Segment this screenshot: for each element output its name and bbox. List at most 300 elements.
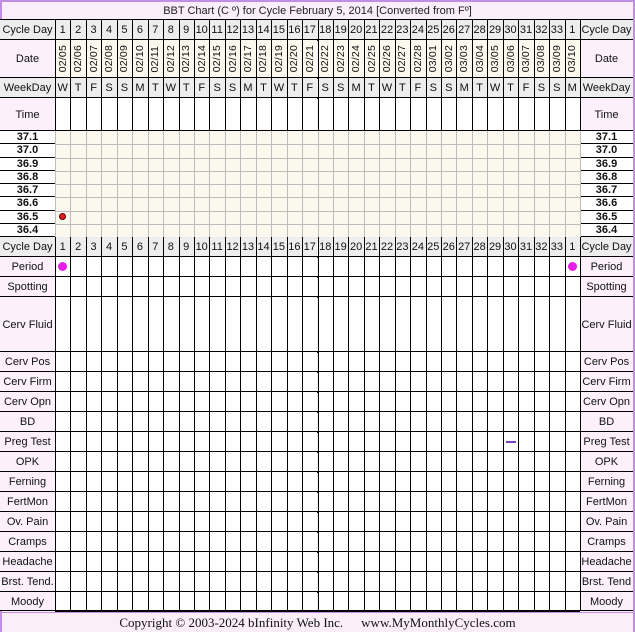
opk-cell[interactable] [240, 452, 255, 472]
cerv-firm-cell[interactable] [456, 372, 471, 392]
cerv-pos-cell[interactable] [86, 352, 101, 372]
preg-test-cell[interactable] [518, 432, 533, 452]
headache-cell[interactable] [549, 552, 564, 572]
ov-pain-cell[interactable] [348, 512, 363, 532]
cerv-pos-cell[interactable] [395, 352, 410, 372]
cerv-opn-cell[interactable] [441, 392, 456, 412]
cerv-firm-cell[interactable] [225, 372, 240, 392]
fertmon-cell[interactable] [456, 492, 471, 512]
cerv-fluid-cell[interactable] [302, 297, 317, 352]
bd-cell[interactable] [318, 412, 333, 432]
cerv-fluid-cell[interactable] [70, 297, 85, 352]
cerv-opn-cell[interactable] [456, 392, 471, 412]
headache-cell[interactable] [101, 552, 116, 572]
fertmon-cell[interactable] [209, 492, 224, 512]
moody-cell[interactable] [225, 592, 240, 611]
cerv-pos-cell[interactable] [333, 352, 348, 372]
brst-tend-cell[interactable] [487, 572, 502, 592]
ferning-cell[interactable] [240, 472, 255, 492]
ferning-cell[interactable] [101, 472, 116, 492]
time-cell[interactable] [472, 98, 487, 131]
time-cell[interactable] [240, 98, 255, 131]
ferning-cell[interactable] [225, 472, 240, 492]
cerv-fluid-cell[interactable] [379, 297, 394, 352]
period-cell[interactable] [287, 257, 302, 277]
bd-cell[interactable] [148, 412, 163, 432]
cerv-pos-cell[interactable] [441, 352, 456, 372]
cerv-firm-cell[interactable] [472, 372, 487, 392]
headache-cell[interactable] [287, 552, 302, 572]
cerv-firm-cell[interactable] [240, 372, 255, 392]
ov-pain-cell[interactable] [117, 512, 132, 532]
cramps-cell[interactable] [534, 532, 549, 552]
spotting-cell[interactable] [395, 277, 410, 297]
opk-cell[interactable] [565, 452, 580, 472]
brst-tend-cell[interactable] [348, 572, 363, 592]
spotting-cell[interactable] [240, 277, 255, 297]
headache-cell[interactable] [302, 552, 317, 572]
ferning-cell[interactable] [348, 472, 363, 492]
time-cell[interactable] [456, 98, 471, 131]
cerv-opn-cell[interactable] [318, 392, 333, 412]
moody-cell[interactable] [194, 592, 209, 611]
cerv-fluid-cell[interactable] [55, 297, 70, 352]
moody-cell[interactable] [518, 592, 533, 611]
ov-pain-cell[interactable] [549, 512, 564, 532]
period-cell[interactable] [209, 257, 224, 277]
spotting-cell[interactable] [518, 277, 533, 297]
period-cell[interactable] [225, 257, 240, 277]
cerv-fluid-cell[interactable] [487, 297, 502, 352]
period-cell[interactable] [395, 257, 410, 277]
cerv-opn-cell[interactable] [55, 392, 70, 412]
cerv-pos-cell[interactable] [549, 352, 564, 372]
spotting-cell[interactable] [364, 277, 379, 297]
moody-cell[interactable] [503, 592, 518, 611]
cerv-fluid-cell[interactable] [456, 297, 471, 352]
preg-test-cell[interactable] [549, 432, 564, 452]
cerv-pos-cell[interactable] [132, 352, 147, 372]
period-cell[interactable] [163, 257, 178, 277]
cerv-pos-cell[interactable] [179, 352, 194, 372]
cerv-fluid-cell[interactable] [194, 297, 209, 352]
opk-cell[interactable] [70, 452, 85, 472]
cerv-opn-cell[interactable] [209, 392, 224, 412]
preg-test-cell[interactable] [271, 432, 286, 452]
ov-pain-cell[interactable] [179, 512, 194, 532]
period-cell[interactable] [410, 257, 425, 277]
cerv-pos-cell[interactable] [426, 352, 441, 372]
ferning-cell[interactable] [534, 472, 549, 492]
fertmon-cell[interactable] [148, 492, 163, 512]
bd-cell[interactable] [287, 412, 302, 432]
preg-test-cell[interactable] [225, 432, 240, 452]
ov-pain-cell[interactable] [225, 512, 240, 532]
bd-cell[interactable] [534, 412, 549, 432]
period-marker[interactable] [568, 262, 577, 271]
fertmon-cell[interactable] [163, 492, 178, 512]
moody-cell[interactable] [426, 592, 441, 611]
cramps-cell[interactable] [426, 532, 441, 552]
brst-tend-cell[interactable] [318, 572, 333, 592]
headache-cell[interactable] [333, 552, 348, 572]
period-cell[interactable] [148, 257, 163, 277]
ov-pain-cell[interactable] [472, 512, 487, 532]
spotting-cell[interactable] [487, 277, 502, 297]
headache-cell[interactable] [426, 552, 441, 572]
fertmon-cell[interactable] [132, 492, 147, 512]
ferning-cell[interactable] [194, 472, 209, 492]
opk-cell[interactable] [271, 452, 286, 472]
cerv-opn-cell[interactable] [364, 392, 379, 412]
ov-pain-cell[interactable] [209, 512, 224, 532]
brst-tend-cell[interactable] [441, 572, 456, 592]
ov-pain-cell[interactable] [240, 512, 255, 532]
spotting-cell[interactable] [302, 277, 317, 297]
ferning-cell[interactable] [456, 472, 471, 492]
period-cell[interactable] [70, 257, 85, 277]
ov-pain-cell[interactable] [333, 512, 348, 532]
brst-tend-cell[interactable] [194, 572, 209, 592]
fertmon-cell[interactable] [364, 492, 379, 512]
period-cell[interactable] [194, 257, 209, 277]
cerv-fluid-cell[interactable] [148, 297, 163, 352]
cerv-firm-cell[interactable] [503, 372, 518, 392]
cerv-pos-cell[interactable] [70, 352, 85, 372]
cerv-opn-cell[interactable] [487, 392, 502, 412]
ov-pain-cell[interactable] [456, 512, 471, 532]
headache-cell[interactable] [179, 552, 194, 572]
preg-test-cell[interactable] [472, 432, 487, 452]
period-cell[interactable] [179, 257, 194, 277]
spotting-cell[interactable] [148, 277, 163, 297]
cramps-cell[interactable] [225, 532, 240, 552]
cramps-cell[interactable] [472, 532, 487, 552]
ov-pain-cell[interactable] [395, 512, 410, 532]
ferning-cell[interactable] [379, 472, 394, 492]
cerv-firm-cell[interactable] [549, 372, 564, 392]
cramps-cell[interactable] [70, 532, 85, 552]
bd-cell[interactable] [101, 412, 116, 432]
cerv-opn-cell[interactable] [410, 392, 425, 412]
cramps-cell[interactable] [194, 532, 209, 552]
preg-test-cell[interactable] [318, 432, 333, 452]
headache-cell[interactable] [518, 552, 533, 572]
headache-cell[interactable] [148, 552, 163, 572]
cramps-cell[interactable] [163, 532, 178, 552]
ferning-cell[interactable] [163, 472, 178, 492]
time-cell[interactable] [333, 98, 348, 131]
period-cell[interactable] [256, 257, 271, 277]
cramps-cell[interactable] [379, 532, 394, 552]
time-cell[interactable] [348, 98, 363, 131]
cerv-fluid-cell[interactable] [565, 297, 580, 352]
headache-cell[interactable] [240, 552, 255, 572]
time-cell[interactable] [565, 98, 580, 131]
cerv-opn-cell[interactable] [101, 392, 116, 412]
period-cell[interactable] [518, 257, 533, 277]
cerv-firm-cell[interactable] [209, 372, 224, 392]
opk-cell[interactable] [318, 452, 333, 472]
time-cell[interactable] [117, 98, 132, 131]
preg-test-cell[interactable] [395, 432, 410, 452]
fertmon-cell[interactable] [503, 492, 518, 512]
fertmon-cell[interactable] [534, 492, 549, 512]
preg-test-cell[interactable] [179, 432, 194, 452]
ferning-cell[interactable] [179, 472, 194, 492]
cerv-pos-cell[interactable] [518, 352, 533, 372]
ferning-cell[interactable] [549, 472, 564, 492]
cerv-fluid-cell[interactable] [318, 297, 333, 352]
cerv-opn-cell[interactable] [271, 392, 286, 412]
cerv-pos-cell[interactable] [148, 352, 163, 372]
cramps-cell[interactable] [55, 532, 70, 552]
opk-cell[interactable] [441, 452, 456, 472]
spotting-cell[interactable] [256, 277, 271, 297]
moody-cell[interactable] [240, 592, 255, 611]
ferning-cell[interactable] [441, 472, 456, 492]
cerv-fluid-cell[interactable] [503, 297, 518, 352]
brst-tend-cell[interactable] [287, 572, 302, 592]
period-cell[interactable] [487, 257, 502, 277]
spotting-cell[interactable] [86, 277, 101, 297]
time-cell[interactable] [379, 98, 394, 131]
period-cell[interactable] [456, 257, 471, 277]
cerv-fluid-cell[interactable] [549, 297, 564, 352]
cerv-firm-cell[interactable] [348, 372, 363, 392]
spotting-cell[interactable] [549, 277, 564, 297]
cerv-opn-cell[interactable] [333, 392, 348, 412]
moody-cell[interactable] [101, 592, 116, 611]
bd-cell[interactable] [163, 412, 178, 432]
time-cell[interactable] [503, 98, 518, 131]
cerv-pos-cell[interactable] [287, 352, 302, 372]
brst-tend-cell[interactable] [225, 572, 240, 592]
cerv-pos-cell[interactable] [503, 352, 518, 372]
brst-tend-cell[interactable] [209, 572, 224, 592]
ov-pain-cell[interactable] [148, 512, 163, 532]
headache-cell[interactable] [209, 552, 224, 572]
spotting-cell[interactable] [503, 277, 518, 297]
moody-cell[interactable] [534, 592, 549, 611]
time-cell[interactable] [287, 98, 302, 131]
time-cell[interactable] [225, 98, 240, 131]
cerv-firm-cell[interactable] [271, 372, 286, 392]
period-cell[interactable] [318, 257, 333, 277]
cramps-cell[interactable] [101, 532, 116, 552]
ov-pain-cell[interactable] [163, 512, 178, 532]
moody-cell[interactable] [333, 592, 348, 611]
ov-pain-cell[interactable] [70, 512, 85, 532]
cerv-fluid-cell[interactable] [395, 297, 410, 352]
moody-cell[interactable] [410, 592, 425, 611]
cerv-pos-cell[interactable] [534, 352, 549, 372]
cerv-firm-cell[interactable] [534, 372, 549, 392]
cerv-opn-cell[interactable] [132, 392, 147, 412]
cerv-firm-cell[interactable] [86, 372, 101, 392]
temperature-point[interactable] [59, 213, 66, 220]
time-cell[interactable] [534, 98, 549, 131]
ov-pain-cell[interactable] [302, 512, 317, 532]
cramps-cell[interactable] [256, 532, 271, 552]
moody-cell[interactable] [379, 592, 394, 611]
headache-cell[interactable] [117, 552, 132, 572]
cerv-fluid-cell[interactable] [209, 297, 224, 352]
moody-cell[interactable] [148, 592, 163, 611]
cerv-opn-cell[interactable] [395, 392, 410, 412]
cerv-opn-cell[interactable] [518, 392, 533, 412]
time-cell[interactable] [70, 98, 85, 131]
cerv-pos-cell[interactable] [55, 352, 70, 372]
brst-tend-cell[interactable] [132, 572, 147, 592]
moody-cell[interactable] [117, 592, 132, 611]
opk-cell[interactable] [549, 452, 564, 472]
period-cell[interactable] [426, 257, 441, 277]
headache-cell[interactable] [565, 552, 580, 572]
ferning-cell[interactable] [318, 472, 333, 492]
moody-cell[interactable] [287, 592, 302, 611]
brst-tend-cell[interactable] [55, 572, 70, 592]
spotting-cell[interactable] [194, 277, 209, 297]
time-cell[interactable] [441, 98, 456, 131]
fertmon-cell[interactable] [179, 492, 194, 512]
opk-cell[interactable] [487, 452, 502, 472]
time-cell[interactable] [395, 98, 410, 131]
brst-tend-cell[interactable] [271, 572, 286, 592]
cerv-firm-cell[interactable] [565, 372, 580, 392]
time-cell[interactable] [209, 98, 224, 131]
cerv-firm-cell[interactable] [364, 372, 379, 392]
cerv-opn-cell[interactable] [179, 392, 194, 412]
preg-test-cell[interactable] [410, 432, 425, 452]
spotting-cell[interactable] [179, 277, 194, 297]
spotting-cell[interactable] [565, 277, 580, 297]
spotting-cell[interactable] [410, 277, 425, 297]
fertmon-cell[interactable] [240, 492, 255, 512]
cerv-pos-cell[interactable] [117, 352, 132, 372]
brst-tend-cell[interactable] [86, 572, 101, 592]
ov-pain-cell[interactable] [364, 512, 379, 532]
time-cell[interactable] [179, 98, 194, 131]
ferning-cell[interactable] [364, 472, 379, 492]
cerv-opn-cell[interactable] [472, 392, 487, 412]
opk-cell[interactable] [348, 452, 363, 472]
cerv-pos-cell[interactable] [209, 352, 224, 372]
fertmon-cell[interactable] [487, 492, 502, 512]
opk-cell[interactable] [132, 452, 147, 472]
ov-pain-cell[interactable] [194, 512, 209, 532]
moody-cell[interactable] [86, 592, 101, 611]
headache-cell[interactable] [472, 552, 487, 572]
fertmon-cell[interactable] [225, 492, 240, 512]
cerv-fluid-cell[interactable] [348, 297, 363, 352]
moody-cell[interactable] [395, 592, 410, 611]
cerv-firm-cell[interactable] [318, 372, 333, 392]
fertmon-cell[interactable] [441, 492, 456, 512]
cerv-pos-cell[interactable] [487, 352, 502, 372]
brst-tend-cell[interactable] [240, 572, 255, 592]
ferning-cell[interactable] [271, 472, 286, 492]
ferning-cell[interactable] [565, 472, 580, 492]
site-link[interactable]: www.MyMonthlyCycles.com [361, 615, 516, 630]
cerv-pos-cell[interactable] [194, 352, 209, 372]
time-cell[interactable] [518, 98, 533, 131]
moody-cell[interactable] [441, 592, 456, 611]
bd-cell[interactable] [209, 412, 224, 432]
bd-cell[interactable] [333, 412, 348, 432]
moody-cell[interactable] [549, 592, 564, 611]
period-cell[interactable] [472, 257, 487, 277]
cerv-fluid-cell[interactable] [441, 297, 456, 352]
ov-pain-cell[interactable] [426, 512, 441, 532]
ov-pain-cell[interactable] [287, 512, 302, 532]
headache-cell[interactable] [271, 552, 286, 572]
cerv-opn-cell[interactable] [426, 392, 441, 412]
cramps-cell[interactable] [287, 532, 302, 552]
fertmon-cell[interactable] [333, 492, 348, 512]
cramps-cell[interactable] [348, 532, 363, 552]
ferning-cell[interactable] [148, 472, 163, 492]
fertmon-cell[interactable] [256, 492, 271, 512]
bd-cell[interactable] [518, 412, 533, 432]
fertmon-cell[interactable] [565, 492, 580, 512]
headache-cell[interactable] [86, 552, 101, 572]
bd-cell[interactable] [549, 412, 564, 432]
ov-pain-cell[interactable] [55, 512, 70, 532]
moody-cell[interactable] [456, 592, 471, 611]
cramps-cell[interactable] [240, 532, 255, 552]
moody-cell[interactable] [256, 592, 271, 611]
period-cell[interactable] [302, 257, 317, 277]
period-cell[interactable] [549, 257, 564, 277]
brst-tend-cell[interactable] [379, 572, 394, 592]
brst-tend-cell[interactable] [179, 572, 194, 592]
cramps-cell[interactable] [549, 532, 564, 552]
opk-cell[interactable] [179, 452, 194, 472]
bd-cell[interactable] [456, 412, 471, 432]
cerv-pos-cell[interactable] [565, 352, 580, 372]
cerv-fluid-cell[interactable] [132, 297, 147, 352]
bd-cell[interactable] [117, 412, 132, 432]
preg-test-cell[interactable] [101, 432, 116, 452]
bd-cell[interactable] [426, 412, 441, 432]
ferning-cell[interactable] [395, 472, 410, 492]
preg-test-cell[interactable] [441, 432, 456, 452]
cerv-pos-cell[interactable] [456, 352, 471, 372]
brst-tend-cell[interactable] [256, 572, 271, 592]
spotting-cell[interactable] [287, 277, 302, 297]
spotting-cell[interactable] [456, 277, 471, 297]
cramps-cell[interactable] [565, 532, 580, 552]
cramps-cell[interactable] [86, 532, 101, 552]
opk-cell[interactable] [117, 452, 132, 472]
cerv-pos-cell[interactable] [163, 352, 178, 372]
fertmon-cell[interactable] [348, 492, 363, 512]
cerv-pos-cell[interactable] [240, 352, 255, 372]
moody-cell[interactable] [364, 592, 379, 611]
preg-test-cell[interactable] [487, 432, 502, 452]
preg-test-cell[interactable] [534, 432, 549, 452]
headache-cell[interactable] [487, 552, 502, 572]
moody-cell[interactable] [348, 592, 363, 611]
cerv-pos-cell[interactable] [256, 352, 271, 372]
ov-pain-cell[interactable] [379, 512, 394, 532]
spotting-cell[interactable] [441, 277, 456, 297]
bd-cell[interactable] [55, 412, 70, 432]
cerv-pos-cell[interactable] [364, 352, 379, 372]
brst-tend-cell[interactable] [163, 572, 178, 592]
bd-cell[interactable] [70, 412, 85, 432]
